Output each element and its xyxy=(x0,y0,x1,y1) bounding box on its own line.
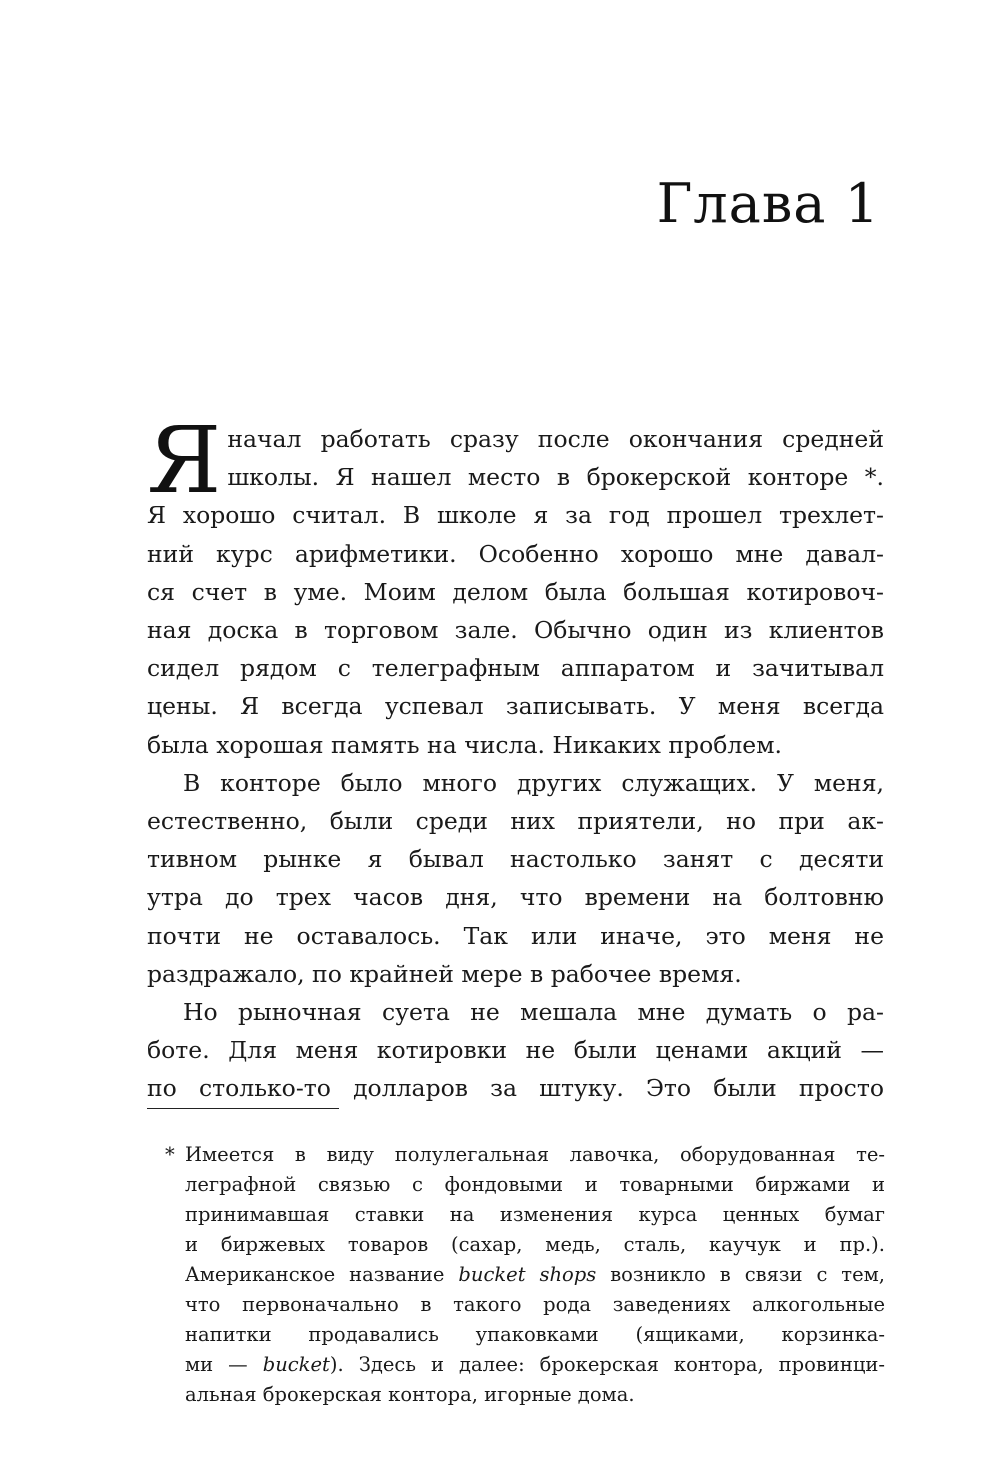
footnote-text: ми — xyxy=(185,1353,263,1376)
footnote-line: принимавшая ставки на изменения курса ценных бумаг xyxy=(185,1203,885,1226)
footnote-line: леграфной связью с фондовыми и товарными биржами и xyxy=(185,1173,885,1196)
footnote-line: и биржевых товаров (сахар, медь, сталь, каучук и пр.). xyxy=(185,1233,885,1256)
footnote xyxy=(165,1140,885,1410)
text-line: почти не оставалось. Так или иначе, это меня не xyxy=(147,921,884,950)
drop-cap: Я xyxy=(147,407,222,514)
text-line: утра до трех часов дня, что времени на болтовню xyxy=(147,883,884,912)
paragraph-3 xyxy=(147,993,884,1108)
footnote-italic-term: bucket shops xyxy=(458,1263,597,1286)
footnote-line xyxy=(165,1260,885,1290)
footnote-italic-term: bucket xyxy=(262,1353,330,1376)
text-line: начал работать сразу после окончания средней xyxy=(227,425,884,453)
footnote-text: возникло в связи с тем, xyxy=(596,1263,885,1286)
footnote-line xyxy=(165,1140,885,1170)
text-line: по столько-то долларов за штуку. Это были просто xyxy=(147,1074,884,1103)
footnote-line: альная брокерская контора, игорные дома. xyxy=(185,1383,635,1406)
footnote-marker: * xyxy=(165,1143,175,1166)
footnote-line xyxy=(165,1350,885,1380)
chapter-title: Глава 1 xyxy=(656,172,880,235)
footnote-text: Имеется в виду полулегальная лавочка, оборудованная те- xyxy=(185,1143,885,1166)
text-line: цены. Я всегда успевал записывать. У меня всегда xyxy=(147,692,884,721)
footnote-text: Американское название xyxy=(185,1263,459,1286)
text-line: Но рыночная суета не мешала мне думать о ра- xyxy=(183,998,884,1027)
text-line: боте. Для меня котировки не были ценами акций — xyxy=(147,1036,884,1065)
footnote-divider xyxy=(147,1108,339,1109)
text-line: школы. Я нашел место в брокерской конторе *. xyxy=(227,463,884,492)
text-line: сидел рядом с телеграфным аппаратом и зачитывал xyxy=(147,654,884,683)
paragraph-2 xyxy=(147,764,884,993)
footnote-line: напитки продавались упаковками (ящиками, корзинка- xyxy=(185,1323,885,1346)
text-line: Я хорошо считал. В школе я за год прошел трехлет- xyxy=(147,501,884,530)
text-line: была хорошая память на числа. Никаких проблем. xyxy=(147,730,782,759)
text-line: ная доска в торговом зале. Обычно один из клиентов xyxy=(147,616,884,645)
text-line: ний курс арифметики. Особенно хорошо мне давал- xyxy=(147,539,884,568)
footnote-line: что первоначально в такого рода заведениях алкогольные xyxy=(185,1293,885,1316)
text-line: естественно, были среди них приятели, но при ак- xyxy=(147,807,884,836)
main-text xyxy=(147,407,884,1108)
text-line: раздражало, по крайней мере в рабочее время. xyxy=(147,959,742,988)
paragraph-1 xyxy=(147,407,884,764)
text-line: ся счет в уме. Моим делом была большая котировоч- xyxy=(147,577,884,606)
text-line: В конторе было много других служащих. У меня, xyxy=(183,768,884,797)
footnote-text: ). Здесь и далее: брокерская контора, провинци- xyxy=(329,1353,886,1376)
text-line: тивном рынке я бывал настолько занят с десяти xyxy=(147,845,884,874)
